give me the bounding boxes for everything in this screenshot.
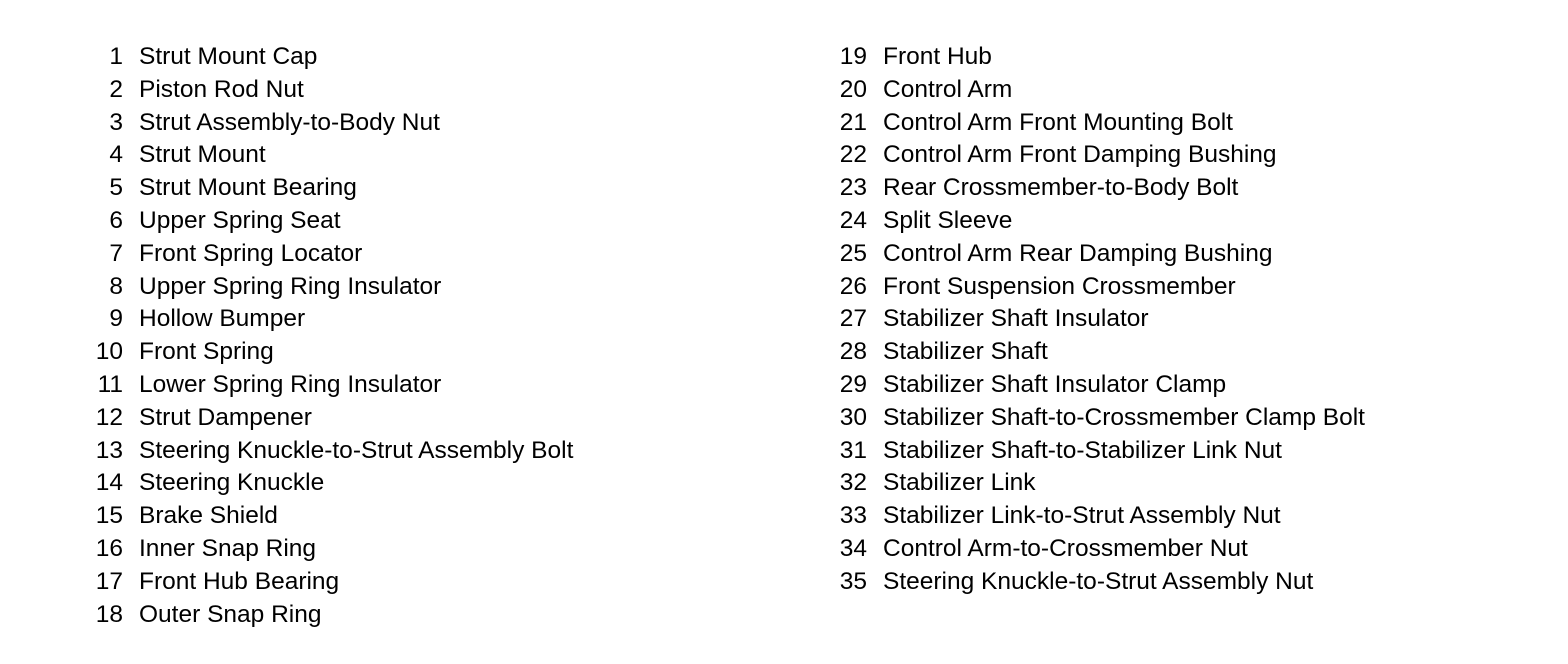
legend-item-label: Front Hub: [883, 43, 992, 70]
legend-item-label: Front Spring: [139, 338, 274, 366]
legend-item-number: 24: [839, 206, 867, 234]
legend-item: [92, 172, 573, 205]
legend-item: [836, 435, 1365, 468]
legend-item-label: Strut Mount Bearing: [139, 174, 357, 202]
legend-item-number: 26: [839, 272, 867, 300]
legend-item-number: 27: [839, 305, 867, 333]
legend-item-number: 34: [839, 534, 867, 562]
legend-item-number: 6: [109, 206, 123, 234]
legend-item: [836, 533, 1365, 566]
legend-item-number: 32: [839, 469, 867, 497]
legend-item: [836, 271, 1365, 304]
legend-item: [92, 271, 573, 304]
legend-item: [92, 402, 573, 435]
legend-item-label: Upper Spring Seat: [139, 206, 341, 234]
legend-item-label: Control Arm-to-Crossmember Nut: [883, 534, 1248, 562]
legend-item: [92, 74, 573, 107]
legend-item-number: 12: [95, 403, 123, 431]
legend-item: [836, 369, 1365, 402]
legend-item-label: Rear Crossmember-to-Body Bolt: [883, 174, 1239, 202]
legend-item-label: Outer Snap Ring: [139, 600, 322, 628]
legend-item-label: Stabilizer Link: [883, 469, 1036, 497]
legend-item-label: Strut Mount: [139, 141, 266, 169]
legend-item: [92, 336, 573, 369]
legend-item-number: 9: [109, 305, 123, 333]
legend-item-number: 29: [839, 370, 867, 398]
legend-item-number: 8: [109, 272, 123, 300]
legend-item-label: Steering Knuckle-to-Strut Assembly Bolt: [139, 436, 574, 464]
legend-item-number: 13: [95, 436, 123, 464]
legend-item: [836, 205, 1365, 238]
legend-item-label: Stabilizer Link-to-Strut Assembly Nut: [883, 502, 1281, 530]
legend-item-number: 20: [839, 75, 867, 103]
legend-item-label: Stabilizer Shaft-to-Crossmember Clamp Bolt: [883, 403, 1365, 431]
legend-item-label: Control Arm Front Damping Bushing: [883, 141, 1277, 169]
legend-item-label: Strut Dampener: [139, 403, 312, 431]
legend-item-number: 11: [97, 370, 123, 398]
legend-item: [836, 172, 1365, 205]
legend-item: [836, 303, 1365, 336]
legend-item-label: Stabilizer Shaft Insulator Clamp: [883, 370, 1227, 398]
legend-item: [836, 107, 1365, 140]
legend-item: [92, 467, 573, 500]
legend-item: [836, 566, 1365, 599]
legend-item-number: 17: [95, 567, 123, 595]
legend-item: [92, 369, 573, 402]
legend-item-label: Front Hub Bearing: [139, 567, 340, 595]
legend-item-number: 16: [95, 534, 123, 562]
legend-item-label: Lower Spring Ring Insulator: [139, 370, 442, 398]
legend-item: [92, 139, 573, 172]
legend-item-number: 4: [109, 141, 123, 169]
legend-item-label: Inner Snap Ring: [139, 534, 317, 562]
legend-item-number: 1: [109, 43, 123, 70]
legend-item-number: 3: [109, 108, 123, 136]
legend-item-number: 30: [839, 403, 867, 431]
legend-item-number: 5: [109, 174, 123, 202]
legend-item: [836, 402, 1365, 435]
legend-item-label: Strut Mount Cap: [139, 43, 318, 70]
legend-item: [92, 41, 573, 74]
legend-item-label: Steering Knuckle: [139, 469, 325, 497]
legend-item-number: 23: [839, 174, 867, 202]
legend-item-label: Piston Rod Nut: [139, 75, 304, 103]
legend-item-label: Stabilizer Shaft-to-Stabilizer Link Nut: [883, 436, 1282, 464]
legend-item-label: Control Arm Rear Damping Bushing: [883, 239, 1273, 267]
legend-item: [92, 435, 573, 468]
legend-item: [836, 500, 1365, 533]
legend-item-label: Stabilizer Shaft: [883, 338, 1048, 366]
legend-item-label: Control Arm Front Mounting Bolt: [883, 108, 1233, 136]
legend-item: [92, 205, 573, 238]
legend-item-label: Strut Assembly-to-Body Nut: [139, 108, 440, 136]
legend-item-number: 10: [95, 338, 123, 366]
legend-item-number: 28: [839, 338, 867, 366]
legend-item-label: Upper Spring Ring Insulator: [139, 272, 442, 300]
legend-column-left: [92, 41, 573, 631]
legend-item-number: 7: [109, 239, 123, 267]
legend-item-label: Control Arm: [883, 75, 1013, 103]
legend-item: [92, 533, 573, 566]
legend-item: [836, 336, 1365, 369]
legend-item-label: Steering Knuckle-to-Strut Assembly Nut: [883, 567, 1314, 595]
legend-item: [92, 500, 573, 533]
legend-item-number: 14: [95, 469, 123, 497]
legend-item: [92, 303, 573, 336]
legend-item: [836, 467, 1365, 500]
legend-item: [92, 238, 573, 271]
legend-item: [836, 139, 1365, 172]
legend-column-right: [836, 41, 1365, 599]
legend-item-number: 22: [839, 141, 867, 169]
legend-item-number: 33: [839, 502, 867, 530]
legend-item-number: 31: [839, 436, 867, 464]
legend-item: [92, 566, 573, 599]
legend-item-label: Hollow Bumper: [139, 305, 306, 333]
legend-item-label: Front Suspension Crossmember: [883, 272, 1236, 300]
legend-item-label: Front Spring Locator: [139, 239, 363, 267]
legend-item-number: 25: [839, 239, 867, 267]
legend-item-number: 19: [839, 43, 867, 70]
legend-item: [836, 238, 1365, 271]
legend-item-label: Brake Shield: [139, 502, 278, 530]
legend-item-number: 18: [95, 600, 123, 628]
legend-item: [836, 41, 1365, 74]
legend-item-label: Split Sleeve: [883, 206, 1013, 234]
legend-item: [92, 107, 573, 140]
legend-item-number: 35: [839, 567, 867, 595]
legend-item-number: 2: [109, 75, 123, 103]
legend-item-number: 15: [95, 502, 123, 530]
legend-item-label: Stabilizer Shaft Insulator: [883, 305, 1149, 333]
legend-item: [836, 74, 1365, 107]
legend-item: [92, 599, 573, 632]
legend-item-number: 21: [839, 108, 867, 136]
